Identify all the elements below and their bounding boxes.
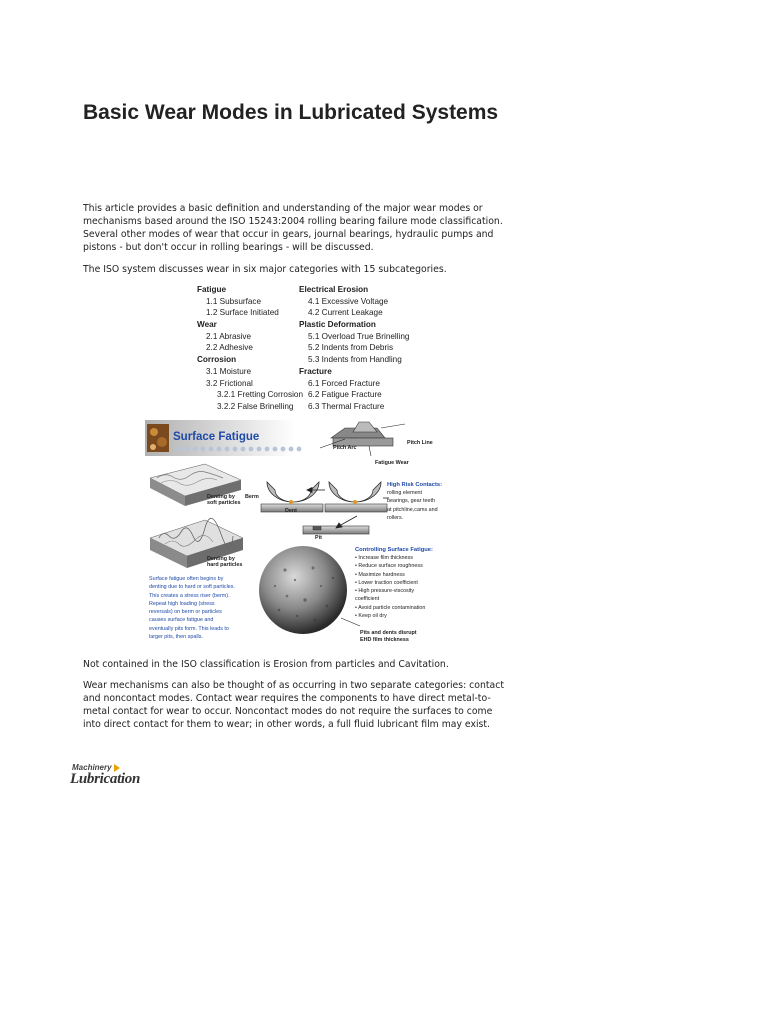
machinery-lubrication-logo [68,763,148,791]
controlling-item: • Keep oil dry [355,613,387,620]
description-line: Surface fatigue often begins by [149,576,224,582]
pit-section [303,526,369,534]
controlling-item: • Increase film thickness [355,555,413,561]
figure-description [149,576,235,642]
description-line: This creates a stress riser (berm). [149,592,230,599]
controlling-item: • Maximize hardness [355,571,405,578]
pits-dents-label-1: Pits and dents disrupt [360,630,417,636]
berm-label: Berm [245,494,259,500]
high-risk-item: rollers. [387,514,404,521]
iso-list-left [197,284,303,413]
intro-paragraph: This article provides a basic definition and understanding of the major wear modes or mechanisms based around the ISO 15243:2004 rolling bearing failure mode classification. Several other modes of wear that occur in gears, journal bearings, hydraulic pumps and pistons - but don't occur in rolling bearings - will be discussed. [83,203,503,253]
iso-subcategory: 4.2 Current Leakage [308,308,383,318]
iso-subcategory: 4.1 Excessive Voltage [308,296,389,306]
controlling-item: • High pressure-viscosity [355,588,415,595]
iso-subcategory: 3.1 Moisture [206,366,252,376]
contact-modes-paragraph: Wear mechanisms can also be thought of as occurring in two separate categories: contact and noncontact modes. Contact wear requires the components to have direct metal-to-metal contact for wear to occur. Noncontact modes do not require the surfaces to come into direct contact for them to wear; in other words, a full fluid lubricant film may exist. [83,680,504,730]
controlling-item: • Lower traction coefficient [355,579,418,586]
description-line: causes surface fatigue and [149,617,214,624]
erosion-paragraph: Not contained in the ISO classification is Erosion from particles and Cavitation. [83,659,449,670]
pitch-line-label: Pitch Line [407,440,433,446]
iso-subcategory: 6.2 Fatigue Fracture [308,390,382,400]
denting-soft-label-1: Denting by [207,494,235,500]
controlling-item: coefficient [355,596,380,603]
description-line: larger pits, then spalls. [149,634,203,641]
iso-subcategory: 2.2 Adhesive [206,343,253,353]
pitch-arc-label: Pitch Arc [333,445,357,451]
controlling-title: Controlling Surface Fatigue: [355,547,433,553]
logo-line1: Machinery [72,763,112,772]
description-line: denting due to hard or soft particles. [149,584,236,591]
iso-category: Fatigue [197,285,227,294]
description-line: eventually pits form. This leads to [149,625,229,632]
high-risk-item: bearings, gear teeth [387,498,435,505]
high-risk-item: at pitchline,cams and [387,506,438,513]
iso-category: Electrical Erosion [299,285,369,294]
controlling-list [355,555,425,621]
high-risk-title: High Risk Contacts: [387,482,443,488]
denting-hard-label-1: Denting by [207,556,235,562]
logo-line2: Lubrication [70,771,141,787]
denting-soft-label-2: soft particles [207,500,241,506]
denting-hard-label-2: hard particles [207,562,243,568]
high-risk-item: rolling element [387,490,423,496]
iso-subcategory: 5.1 Overload True Brinelling [308,331,410,341]
iso-subcategory: 5.2 Indents from Debris [308,343,394,353]
iso-category: Wear [197,320,217,330]
iso-category: Fracture [299,366,332,376]
pit-label: Pit [315,535,322,541]
iso-subcategory: 1.1 Subsurface [206,296,262,306]
iso-subcategory: 5.3 Indents from Handling [308,355,402,365]
fatigue-wear-label: Fatigue Wear [375,460,409,466]
roller-contact-right [325,482,387,512]
high-risk-list [387,490,438,523]
description-line: reversals) on berm or particles [149,609,222,616]
iso-summary-paragraph: The ISO system discusses wear in six major categories with 15 subcategories. [83,264,447,275]
dent-label: Dent [285,508,297,514]
iso-subcategory: 3.2.1 Fretting Corrosion [217,390,304,400]
iso-list-right [299,284,410,413]
article-title: Basic Wear Modes in Lubricated Systems [83,101,499,124]
figure-title: Surface Fatigue [173,431,260,443]
iso-category: Plastic Deformation [299,320,376,330]
iso-subcategory: 3.2.2 False Brinelling [217,401,294,411]
iso-subcategory: 6.3 Thermal Fracture [308,401,385,411]
iso-category: Corrosion [197,355,237,365]
iso-subcategory: 6.1 Forced Fracture [308,378,380,388]
pitted-ball [259,546,347,634]
controlling-item: • Reduce surface roughness [355,563,423,570]
surface-fatigue-figure [145,420,460,650]
iso-subcategory: 2.1 Abrasive [206,331,252,341]
pits-dents-label-2: EHD film thickness [360,637,409,643]
iso-subcategory: 1.2 Surface Initiated [206,308,279,318]
controlling-item: • Avoid particle contamination [355,604,426,611]
iso-subcategory: 3.2 Frictional [206,378,253,388]
description-line: Repeat high loading (stress [149,600,215,607]
